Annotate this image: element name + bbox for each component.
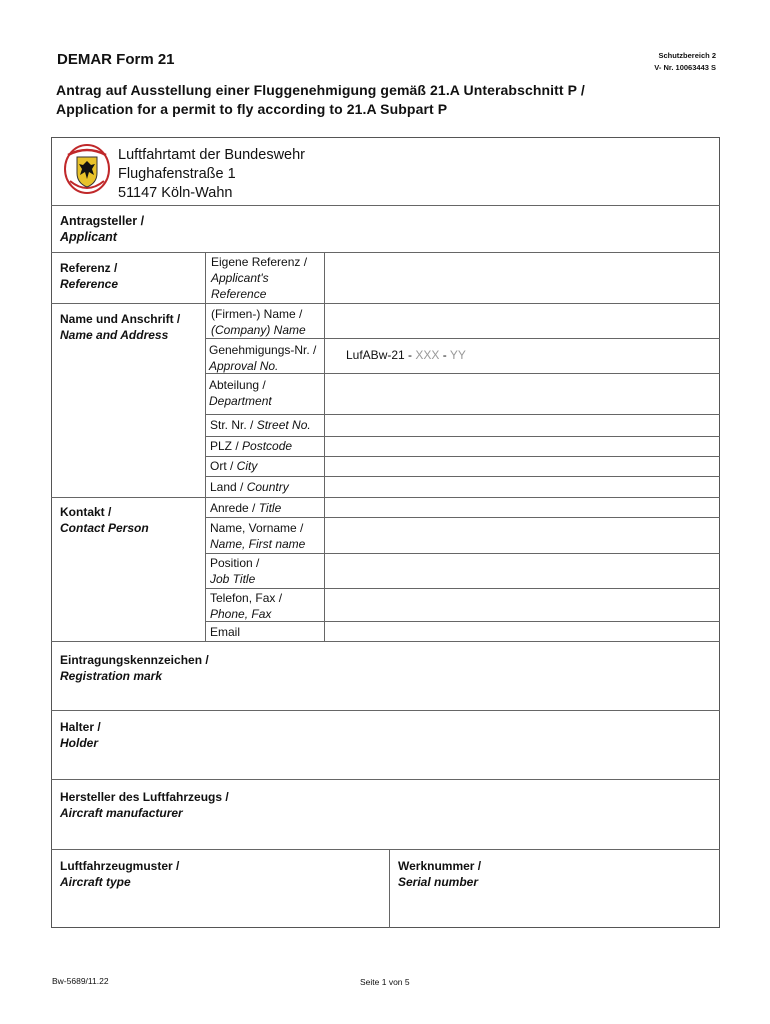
department-field[interactable] xyxy=(325,374,719,414)
form-title: DEMAR Form 21 xyxy=(57,51,175,68)
aircraft-type-field[interactable] xyxy=(52,895,388,927)
divider xyxy=(51,849,720,850)
authority-name: Luftfahrtamt der Bundeswehr xyxy=(118,147,305,163)
protection-level: Schutzbereich 2 xyxy=(658,51,716,60)
bundeswehr-emblem-icon xyxy=(62,143,112,195)
page-title-de: Antrag auf Ausstellung einer Fluggenehmigung gemäß 21.A Unterabschnitt P / xyxy=(56,82,585,98)
title-field[interactable] xyxy=(325,498,719,517)
label-serial-number: Werknummer / Serial number xyxy=(398,859,482,889)
label-email: Email xyxy=(210,625,241,639)
label-registration-mark: Eintragungskennzeichen / Registration mark xyxy=(60,653,209,683)
postcode-field[interactable] xyxy=(325,437,719,456)
label-position: Position / Job Title xyxy=(210,556,260,586)
holder-field[interactable] xyxy=(52,756,719,779)
label-approval-no: Genehmigungs-Nr. / Approval No. xyxy=(209,343,317,373)
divider xyxy=(51,779,720,780)
contact-name-field[interactable] xyxy=(325,518,719,553)
street-field[interactable] xyxy=(325,415,719,436)
label-city: Ort / City xyxy=(210,459,258,473)
label-phone-fax: Telefon, Fax / Phone, Fax xyxy=(210,591,283,621)
own-reference-field[interactable] xyxy=(325,253,719,303)
column-divider xyxy=(205,252,206,641)
label-contact-name: Name, Vorname / Name, First name xyxy=(210,521,306,551)
label-reference: Referenz / Reference xyxy=(60,261,119,291)
approval-number-field[interactable]: LufABw-21 - XXX - YY xyxy=(346,348,466,362)
registration-mark-field[interactable] xyxy=(52,690,719,710)
city-field[interactable] xyxy=(325,457,719,476)
country-field[interactable] xyxy=(325,477,719,497)
divider xyxy=(205,338,720,339)
label-department: Abteilung / Department xyxy=(209,378,272,408)
label-company-name: (Firmen-) Name / (Company) Name xyxy=(211,307,306,337)
page-title-en: Application for a permit to fly according to 21.A Subpart P xyxy=(56,101,448,117)
label-postcode: PLZ / Postcode xyxy=(210,439,293,453)
label-holder: Halter / Holder xyxy=(60,720,101,750)
label-country: Land / Country xyxy=(210,480,289,494)
label-title: Anrede / Title xyxy=(210,501,282,515)
email-field[interactable] xyxy=(325,622,719,641)
phone-fax-field[interactable] xyxy=(325,589,719,621)
divider xyxy=(51,641,720,642)
position-field[interactable] xyxy=(325,554,719,588)
label-contact-person: Kontakt / Contact Person xyxy=(60,505,149,535)
authority-city: 51147 Köln-Wahn xyxy=(118,185,233,201)
divider xyxy=(51,205,720,206)
section-applicant: Antragsteller / Applicant xyxy=(60,214,145,244)
divider xyxy=(51,710,720,711)
document-number: V- Nr. 10063443 S xyxy=(654,63,716,72)
company-name-field[interactable] xyxy=(325,304,719,338)
authority-address xyxy=(118,146,305,203)
label-name-address: Name und Anschrift / Name and Address xyxy=(60,312,181,342)
label-aircraft-manufacturer: Hersteller des Luftfahrzeugs / Aircraft manufacturer xyxy=(60,790,229,820)
label-own-reference: Eigene Referenz / Applicant's Reference xyxy=(211,255,308,301)
page-number: Seite 1 von 5 xyxy=(360,977,410,987)
form-code: Bw-5689/11.22 xyxy=(52,976,109,986)
aircraft-manufacturer-field[interactable] xyxy=(52,826,719,849)
label-aircraft-type: Luftfahrzeugmuster / Aircraft type xyxy=(60,859,180,889)
authority-street: Flughafenstraße 1 xyxy=(118,166,236,182)
label-street: Str. Nr. / Street No. xyxy=(210,418,311,432)
serial-number-field[interactable] xyxy=(390,895,719,927)
